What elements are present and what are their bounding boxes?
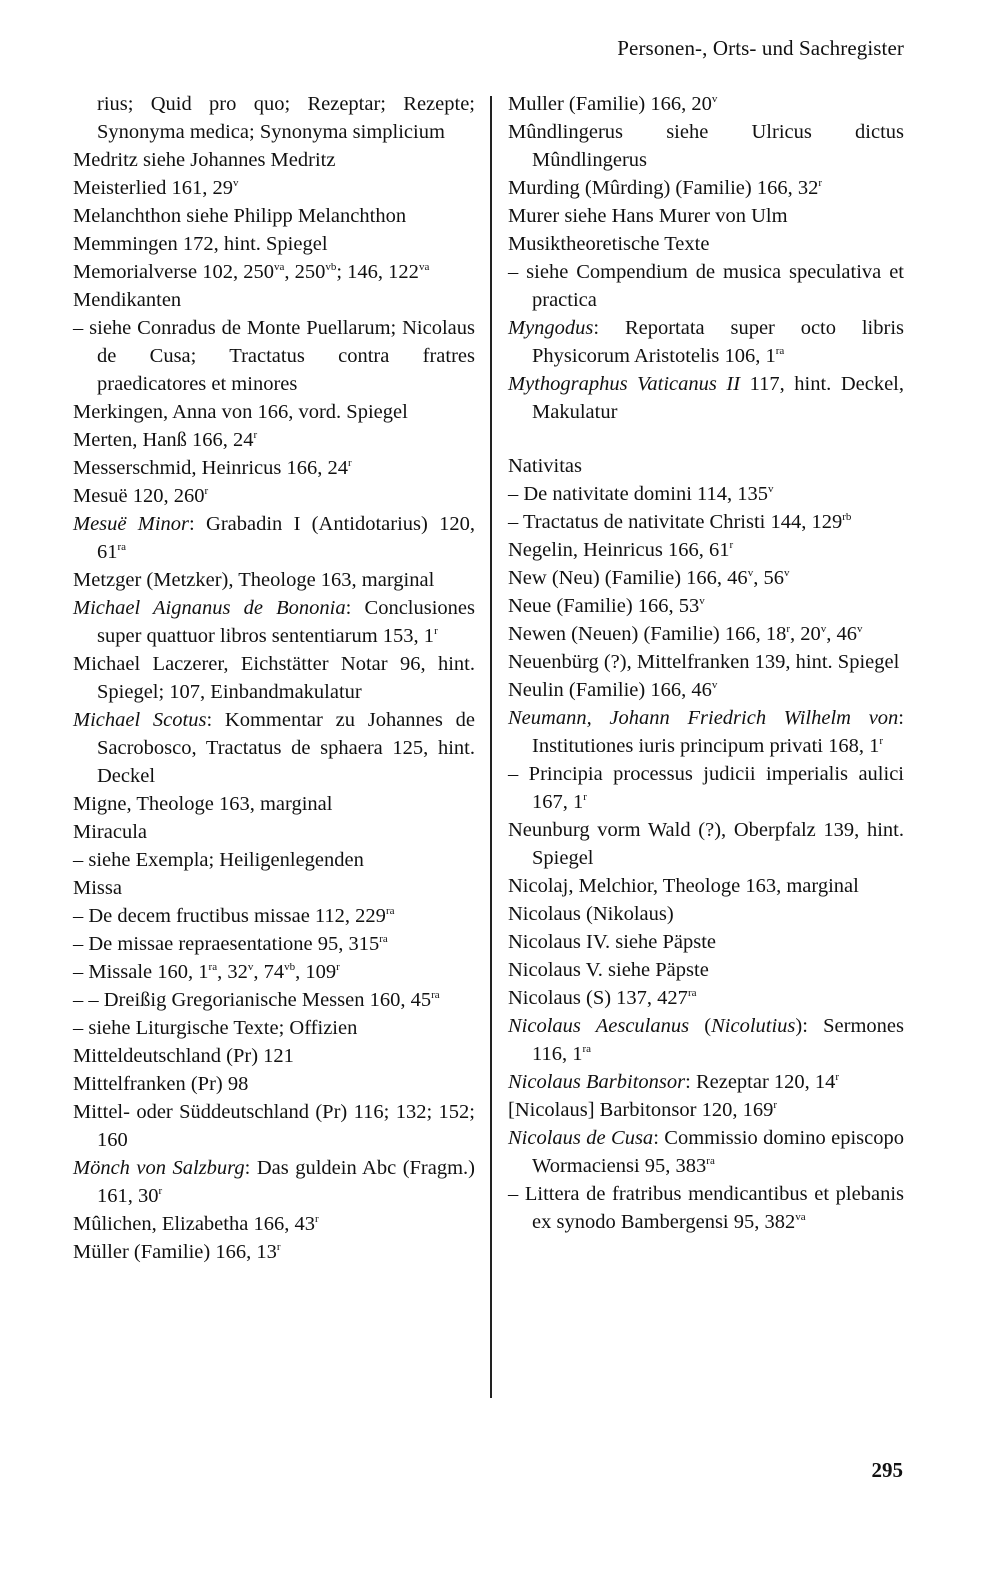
index-entry: Neue (Familie) 166, 53$^v$ xyxy=(508,595,705,617)
index-entry: Nicolaj, Melchior, Theologe 163, marginal xyxy=(508,875,859,897)
index-entry: Musiktheoretische Texte xyxy=(508,233,710,255)
index-entry: Neuenbürg (?), Mittelfranken 139, hint. Spiegel xyxy=(508,651,900,673)
index-entry: Müller (Familie) 166, 13$^r$ xyxy=(73,1241,281,1263)
index-entry: Migne, Theologe 163, marginal xyxy=(73,793,333,815)
index-entry: Melanchthon siehe Philipp Melanchthon xyxy=(73,205,407,227)
index-entry: Nicolaus de Cusa: Commissio domino episcopo Wormaciensi 95, $383^{ra}$ xyxy=(508,1127,904,1177)
index-entry: Nicolaus IV. siehe Päpste xyxy=(508,931,717,953)
index-entry: Nicolaus Barbitonsor: Rezeptar 120, 14$^r$ xyxy=(508,1071,840,1093)
index-entry: Mönch von Salzburg: Das guldein Abc (Fragm.) 161, 30$^r$ xyxy=(73,1157,476,1207)
column-divider xyxy=(490,96,492,1398)
index-entry: [Nicolaus] Barbitonsor 120, 169$^r$ xyxy=(508,1099,777,1121)
index-entry: Muller (Familie) 166, 20$^v$ xyxy=(508,93,718,115)
index-entry: Medritz siehe Johannes Medritz xyxy=(73,149,336,171)
index-entry: Michael Scotus: Kommentar zu Johannes de Sacrobosco, Tractatus de sphaera 125, hint. Deckel xyxy=(73,709,475,787)
index-entry: Michael Laczerer, Eichstätter Notar 96, hint. Spiegel; 107, Einbandmakulatur xyxy=(73,653,475,703)
column-left xyxy=(73,90,475,1266)
index-entry: Messerschmid, Heinricus 166, 24$^r$ xyxy=(73,457,352,479)
index-entry: Murding (Mûrding) (Familie) 166, 32$^r$ xyxy=(508,177,822,199)
index-entry: Neulin (Familie) 166, 46$^v$ xyxy=(508,679,718,701)
index-entry: Michael Aignanus de Bononia: Conclusiones super quattuor libros sententiarum 153, 1$^r$ xyxy=(73,597,475,647)
index-entry: Nicolaus (Nikolaus) xyxy=(508,903,674,925)
index-entry: Mittelfranken (Pr) 98 xyxy=(73,1073,249,1095)
index-entry: Murer siehe Hans Murer von Ulm xyxy=(508,205,788,227)
index-entry: Nicolaus V. siehe Päpste xyxy=(508,959,709,981)
index-entry: – De nativitate domini 114, 135$^v$ xyxy=(508,483,774,505)
index-entry: – siehe Exempla; Heiligenlegenden xyxy=(73,849,364,871)
index-entry: Missa xyxy=(73,877,122,899)
index-entry: Mesuë 120, 260$^r$ xyxy=(73,485,209,507)
index-entry: New (Neu) (Familie) 166, 46$^v$, 56$^v$ xyxy=(508,567,790,589)
page-number: 295 xyxy=(871,1458,903,1482)
index-entry: Neunburg vorm Wald (?), Oberpfalz 139, hint. Spiegel xyxy=(508,819,904,869)
running-head: Personen-, Orts- und Sachregister xyxy=(617,36,904,60)
index-entry: Nicolaus Aesculanus (Nicolutius): Sermones 116, $1^{ra}$ xyxy=(508,1015,904,1065)
index-entry: Mûlichen, Elizabetha 166, 43$^r$ xyxy=(73,1213,319,1235)
index-entry: Metzger (Metzker), Theologe 163, marginal xyxy=(73,569,435,591)
column-right xyxy=(508,90,904,1236)
index-entry: – siehe Compendium de musica speculativa et practica xyxy=(508,261,904,311)
index-entry: – De decem fructibus missae 112, $229^{ra}$ xyxy=(73,905,395,927)
index-entry: Mendikanten xyxy=(73,289,182,311)
index-entry: Newen (Neuen) (Familie) 166, 18$^r$, 20$^v$, 46$^v$ xyxy=(508,623,863,645)
index-entry: Nicolaus (S) 137, $427^{ra}$ xyxy=(508,987,697,1009)
index-entry: Merten, Hanß 166, 24$^r$ xyxy=(73,429,258,451)
index-entry: Mesuë Minor: Grabadin I (Antidotarius) 120, $61^{ra}$ xyxy=(73,513,475,563)
index-entry: Merkingen, Anna von 166, vord. Spiegel xyxy=(73,401,408,423)
index-entry: – De missae repraesentatione 95, $315^{ra}$ xyxy=(73,933,388,955)
index-entry: – – Dreißig Gregorianische Messen 160, $45^{ra}$ xyxy=(73,989,440,1011)
index-entry: – siehe Liturgische Texte; Offizien xyxy=(73,1017,358,1039)
index-entry: Meisterlied 161, 29$^v$ xyxy=(73,177,239,199)
index-entry: Miracula xyxy=(73,821,147,843)
index-entry: Mitteldeutschland (Pr) 121 xyxy=(73,1045,294,1067)
index-entry: Negelin, Heinricus 166, 61$^r$ xyxy=(508,539,734,561)
index-entry: rius; Quid pro quo; Rezeptar; Rezepte; Synonyma medica; Synonyma simplicium xyxy=(97,93,475,143)
index-entry: Memmingen 172, hint. Spiegel xyxy=(73,233,328,255)
index-entry: – Tractatus de nativitate Christi 144, $129^{rb}$ xyxy=(508,511,852,533)
index-entry: Neumann, Johann Friedrich Wilhelm von: Institutiones iuris principum privati 168, 1$^r$ xyxy=(508,707,904,757)
index-entry: – Littera de fratribus mendicantibus et plebanis ex synodo Bambergensi 95, $382^{va}$ xyxy=(508,1183,904,1233)
index-entry: – siehe Conradus de Monte Puellarum; Nicolaus de Cusa; Tractatus contra fratres praedicatores et minores xyxy=(73,317,475,395)
index-entry: Mittel- oder Süddeutschland (Pr) 116; 132; 152; 160 xyxy=(73,1101,475,1151)
index-entry: Myngodus: Reportata super octo libris Physicorum Aristotelis 106, $1^{ra}$ xyxy=(508,317,904,367)
index-entry: – Missale 160, $1^{ra}$, 32$^v$, $74^{vb}$, 109$^r$ xyxy=(73,961,340,983)
index-entry: Nativitas xyxy=(508,455,583,477)
index-entry: – Principia processus judicii imperialis aulici 167, 1$^r$ xyxy=(508,763,904,813)
index-entry: Mythographus Vaticanus II 117, hint. Deckel, Makulatur xyxy=(508,373,904,423)
index-entry: Mûndlingerus siehe Ulricus dictus Mûndlingerus xyxy=(508,121,904,171)
index-entry: Memorialverse 102, $250^{va}$, $250^{vb}$; 146, $122^{va}$ xyxy=(73,261,430,283)
